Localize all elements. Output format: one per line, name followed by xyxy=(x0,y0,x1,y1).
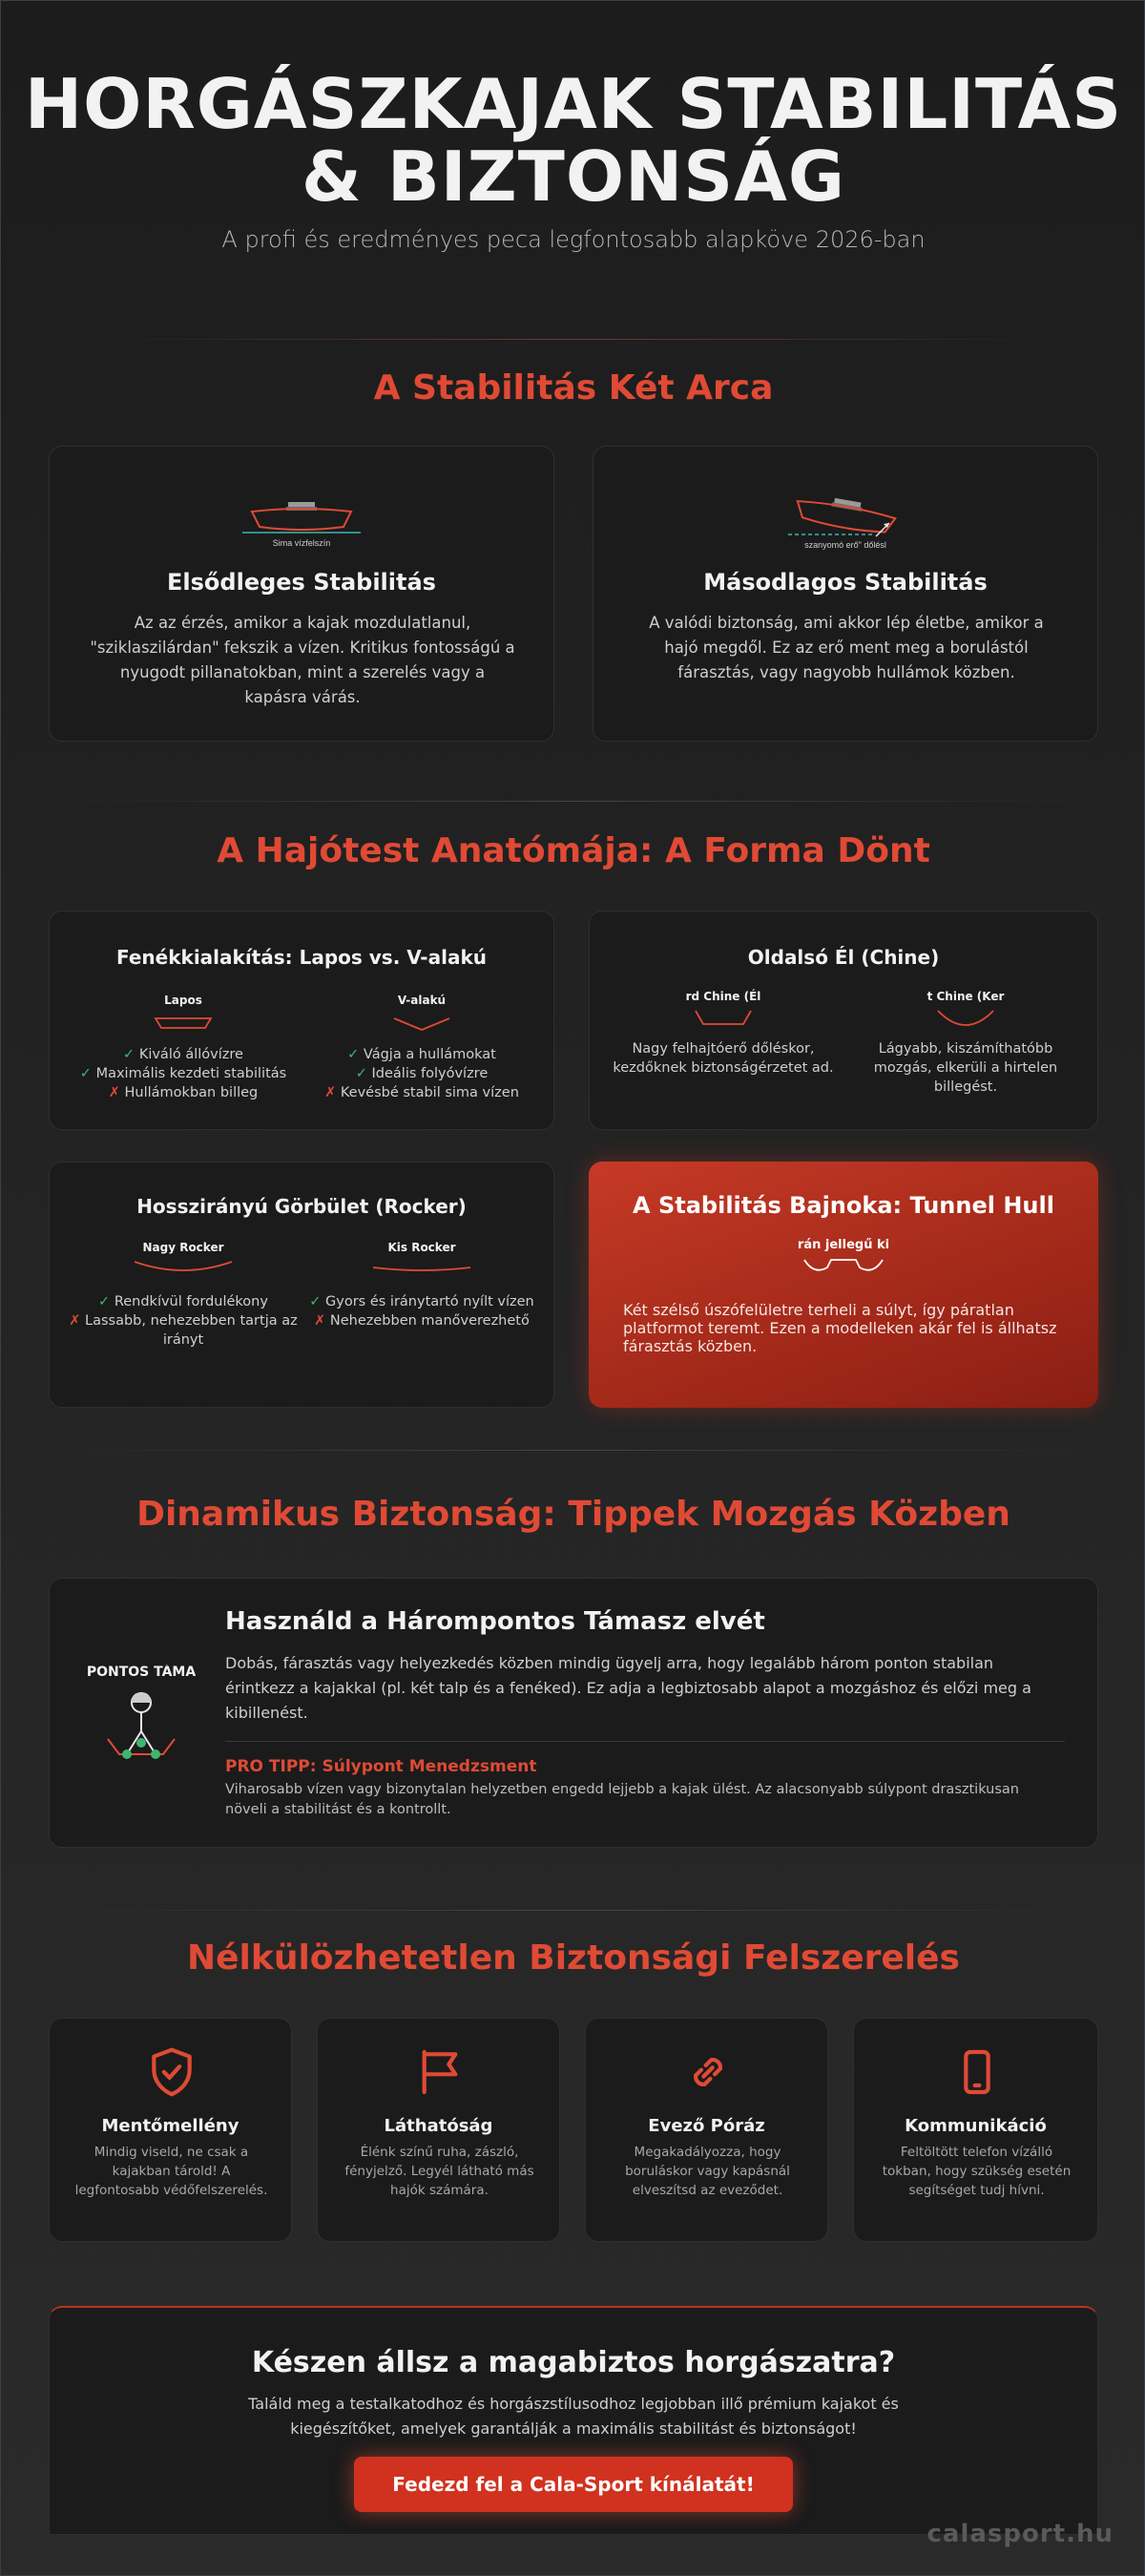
shape-name: Nagy Rocker xyxy=(142,1241,224,1254)
tunnel-hull-card xyxy=(589,1162,1098,1408)
pro-tip-text: Viharosabb vízen vagy bizonytalan helyzetben engedd lejjebb a kajak ülést. Az alacsonyabb súlypont drasztikusan növeli a stabilitást és a kontrollt. xyxy=(225,1782,1019,1817)
kayak-flat-water-illustration xyxy=(235,496,368,557)
three-point-text: Dobás, fárasztás vagy helyezkedés közben mindig ügyelj arra, hogy legalább három ponton stabilan érintkezz a kajakkal (pl. két talp és a fenéked). Ez adja a legbiztosabb alapot a mozgáshoz és előzi meg a kibillenést. xyxy=(225,1654,1031,1722)
hero xyxy=(1,64,1145,253)
cta-text-line: Találd meg a testalkatodhoz és horgászstílusodhoz legjobban illő prémium kajakot és xyxy=(248,2395,899,2413)
rocker-card xyxy=(49,1162,554,1408)
footer-brand: calasport.hu xyxy=(926,2520,1114,2548)
divider xyxy=(96,339,1051,340)
infographic-page xyxy=(1,1,1145,2576)
secondary-stability-card xyxy=(593,446,1098,742)
primary-stability-text: Az az érzés, amikor a kajak mozdulatlanul, "sziklaszilárdan" fekszik a vízen. Kritikus fontosságú a nyugodt pillanatokban, mint a szerelés vagy a kapásra várás. xyxy=(90,614,515,706)
big-rocker-column xyxy=(69,1241,298,1350)
feature-list: ✓ Rendkívül fordulékony ✗ Lassabb, nehezebben tartja az irányt xyxy=(69,1294,298,1348)
gear-text: Megakadályozza, hogy boruláskor vagy kapásnál elveszítsd az eveződet. xyxy=(625,2145,790,2198)
shape-name: t Chine (Ker xyxy=(926,990,1005,1003)
illustration-label: Sima vízfelszín xyxy=(272,538,331,548)
divider xyxy=(49,801,1098,802)
tunnel-hull-title: A Stabilitás Bajnoka: Tunnel Hull xyxy=(633,1192,1054,1219)
cta-text-line: kiegészítőket, amelyek garantálják a maximális stabilitást és biztonságot! xyxy=(290,2419,857,2438)
shape-name: Kis Rocker xyxy=(387,1241,456,1254)
section-title-gear: Nélkülözhetetlen Biztonsági Felszerelés xyxy=(187,1938,960,1978)
illustration-label: szanyomó erő" dőlésl xyxy=(804,540,886,550)
feature-item: Vágja a hullámokat xyxy=(363,1047,496,1062)
gear-text: Mindig viseld, ne csak a kajakban tárold! A legfontosabb védőfelszerelés. xyxy=(74,2145,268,2198)
secondary-stability-text: A valódi biztonság, ami akkor lép életbe, amikor a hajó megdől. Ez az erő ment meg a borulástól fárasztás, vagy nagyobb hullámok közben. xyxy=(649,614,1044,681)
pro-tip-title: PRO TIPP: Súlypont Menedzsment xyxy=(225,1757,537,1776)
phone-icon xyxy=(950,2045,1004,2099)
three-point-card xyxy=(49,1578,1098,1848)
feature-item: Kiváló állóvízre xyxy=(138,1047,243,1062)
flag-icon xyxy=(413,2045,467,2099)
cta-title: Készen állsz a magabiztos horgászatra? xyxy=(251,2346,896,2379)
small-rocker-icon xyxy=(369,1258,474,1279)
secondary-stability-title: Másodlagos Stabilitás xyxy=(703,569,988,596)
gear-card-paddle-leash xyxy=(585,2018,828,2242)
rocker-title: Hosszirányú Görbület (Rocker) xyxy=(136,1195,467,1218)
title-line-1: HORGÁSZKAJAK STABILITÁS xyxy=(24,64,1123,144)
page-subtitle: A profi és eredményes peca legfontosabb alapköve 2026-ban xyxy=(221,226,926,253)
gear-card-communication xyxy=(853,2018,1098,2242)
feature-list: ✓ Vágja a hullámokat ✓ Ideális folyóvízre ✗ Kevésbé stabil sima vízen xyxy=(324,1047,519,1100)
shape-name: Lapos xyxy=(164,994,202,1007)
chine-card xyxy=(589,911,1098,1130)
feature-list: ✓ Gyors és iránytartó nyílt vízen ✗ Nehezebben manőverezhető xyxy=(309,1294,534,1329)
v-bottom-column xyxy=(307,994,536,1102)
section-title-dynamic: Dinamikus Biztonság: Tippek Mozgás Közben xyxy=(136,1495,1010,1534)
shape-name: V-alakú xyxy=(397,994,447,1007)
feature-list: ✓ Kiváló állóvízre ✓ Maximális kezdeti stabilitás ✗ Hullámokban billeg xyxy=(79,1047,287,1100)
section-title-anatomy: A Hajótest Anatómája: A Forma Dönt xyxy=(217,831,930,870)
tunnel-illustration xyxy=(589,1238,1098,1279)
feature-item: Lassabb, nehezebben tartja az irányt xyxy=(85,1313,298,1348)
flat-bottom-column xyxy=(69,994,298,1102)
feature-item: Hullámokban billeg xyxy=(124,1085,259,1100)
feature-item: Maximális kezdeti stabilitás xyxy=(95,1066,287,1081)
chine-description: Nagy felhajtóerő dőléskor, kezdőknek biztonságérzetet ad. xyxy=(613,1041,834,1076)
hull-bottom-title: Fenékkialakítás: Lapos vs. V-alakú xyxy=(116,946,487,969)
feature-item: Ideális folyóvízre xyxy=(371,1066,489,1081)
feature-item: Gyors és iránytartó nyílt vízen xyxy=(325,1294,534,1309)
shield-check-icon xyxy=(145,2045,198,2099)
tunnel-hull-text: Két szélső úszófelületre terheli a súlyt, így páratlan platformot teremt. Ezen a modelleken akár fel is állhatsz fárasztás közben. xyxy=(623,1301,1057,1355)
tunnel-hull-icon xyxy=(801,1254,886,1275)
three-point-illustration xyxy=(74,1665,208,1777)
hard-chine-column xyxy=(609,990,838,1078)
kayak-tilt-illustration xyxy=(779,494,912,557)
gear-text: Feltöltött telefon vízálló tokban, hogy szükség esetén segítséget tudj hívni. xyxy=(882,2145,1072,2198)
three-point-content xyxy=(225,1607,1065,1820)
divider xyxy=(49,1910,1098,1911)
page-title xyxy=(1,64,1145,217)
feature-item: Rendkívül fordulékony xyxy=(114,1294,268,1309)
gear-title: Evező Póráz xyxy=(648,2116,765,2136)
gear-card-life-vest xyxy=(49,2018,292,2242)
feature-item: Nehezebben manőverezhető xyxy=(329,1313,530,1329)
gear-title: Kommunikáció xyxy=(905,2116,1047,2136)
soft-chine-icon xyxy=(932,1007,999,1030)
primary-stability-card xyxy=(49,446,554,742)
chine-description: Lágyabb, kiszámíthatóbb mozgás, elkerüli a hirtelen billegést. xyxy=(873,1041,1058,1095)
gear-text: Élénk színű ruha, zászló, fényjelző. Legyél látható más hajók számára. xyxy=(344,2145,534,2198)
hard-chine-icon xyxy=(690,1007,757,1030)
cta-button[interactable]: Fedezd fel a Cala-Sport kínálatát! xyxy=(354,2457,793,2512)
three-point-heading: Használd a Hárompontos Támasz elvét xyxy=(225,1607,765,1636)
soft-chine-column xyxy=(851,990,1080,1097)
section-title-stability: A Stabilitás Két Arca xyxy=(373,368,774,408)
gear-title: Mentőmellény xyxy=(101,2116,239,2136)
v-hull-icon xyxy=(388,1013,455,1034)
big-rocker-icon xyxy=(131,1258,236,1279)
primary-stability-title: Elsődleges Stabilitás xyxy=(167,569,436,596)
divider xyxy=(49,1450,1098,1451)
gear-title: Láthatóság xyxy=(384,2116,493,2136)
content-divider xyxy=(225,1741,1065,1742)
hull-bottom-card xyxy=(49,911,554,1130)
small-rocker-column xyxy=(307,1241,536,1330)
title-line-2: & BIZTONSÁG xyxy=(302,136,845,217)
gear-card-visibility xyxy=(317,2018,560,2242)
three-point-contact-icon xyxy=(98,1687,184,1773)
illustration-label: PONTOS TÁMA xyxy=(86,1665,197,1680)
chine-title: Oldalsó Él (Chine) xyxy=(747,946,940,969)
shape-name: rd Chine (Él xyxy=(685,990,761,1003)
cta-text xyxy=(50,2392,1097,2441)
link-icon xyxy=(681,2045,735,2099)
flat-hull-icon xyxy=(150,1013,217,1034)
feature-item: Kevésbé stabil sima vízen xyxy=(340,1085,519,1100)
illustration-label: rán jellegű ki xyxy=(797,1238,890,1252)
